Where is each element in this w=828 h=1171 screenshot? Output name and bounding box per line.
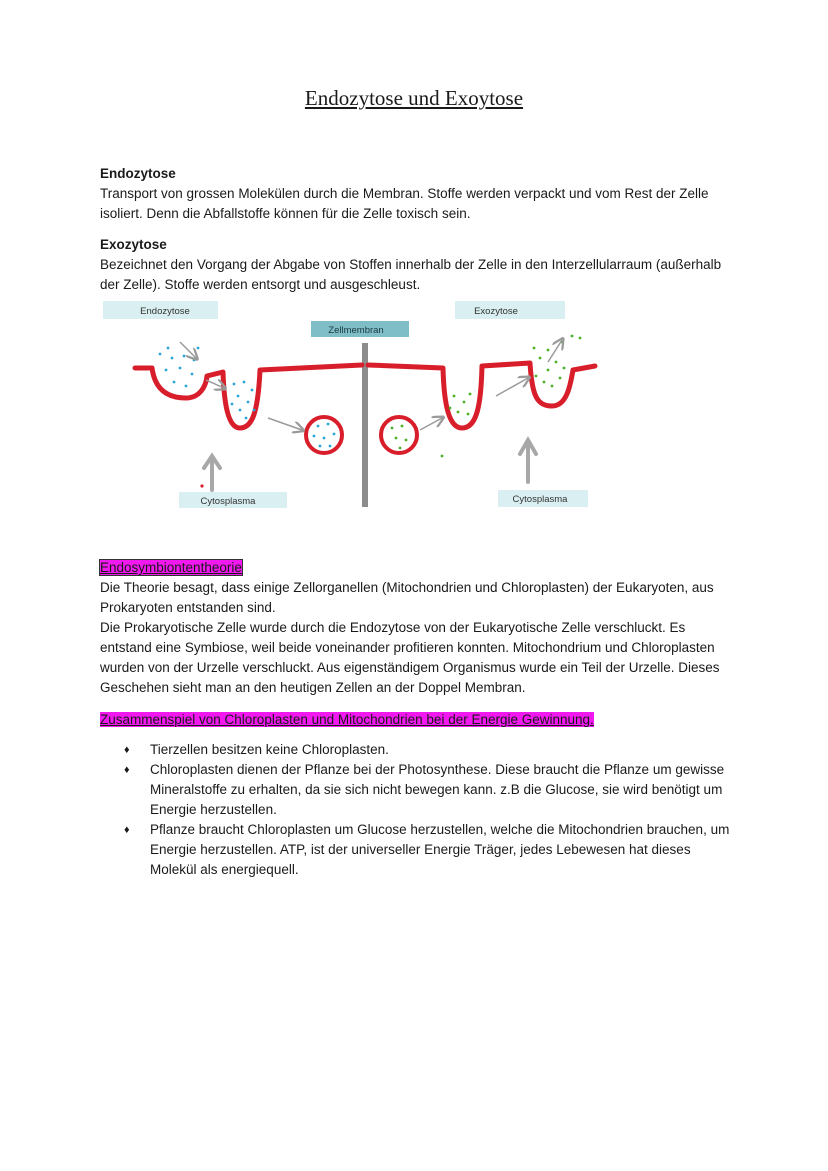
vesicle-endozytose <box>306 417 342 453</box>
list-item <box>100 740 730 760</box>
list-item-text: Pflanze braucht Chloroplasten um Glucose herzustellen, welche die Mitochondrien brauchen, um Energie herzustellen. ATP, ist der universeller Energie Träger, jedes Lebewesen hat dieses Molekül als energiequell. <box>150 822 730 877</box>
svg-text:Cytosplasma: Cytosplasma <box>512 494 568 505</box>
svg-text:Endozytose: Endozytose <box>140 306 190 317</box>
list-item <box>100 820 730 880</box>
label-cytoplasma-left <box>179 492 287 508</box>
label-exozytose <box>455 301 565 319</box>
zusammenspiel-list <box>100 740 730 880</box>
endosymbiont-paragraph-1: Die Theorie besagt, dass einige Zellorganellen (Mitochondrien und Chloroplasten) der Eukaryoten, aus Prokaryoten entstanden sind. <box>100 580 714 615</box>
cytoplasma-arrows <box>204 440 536 490</box>
zusammenspiel-heading-wrap <box>100 710 730 730</box>
label-zellmembran <box>311 321 409 337</box>
endosymbiont-paragraph-2: Die Prokaryotische Zelle wurde durch die Endozytose von der Eukaryotische Zelle verschluckt. Es entstand eine Symbiose, weil beide voneinander profitieren konnten. Mitochondrium und Chloroplasten wurden von der Urzelle verschluckt. Aus eigenständigem Organismus wurde ein Teil der Urzelle. Dieses Geschehen sieht man an den heutigen Zellen an der Doppel Membran. <box>100 620 720 695</box>
list-item <box>100 760 730 820</box>
list-item-text: Tierzellen besitzen keine Chloroplasten. <box>150 742 389 757</box>
endosymbiont-heading: Endosymbiontentheorie <box>100 560 242 575</box>
section-endozytose <box>100 164 730 224</box>
diamond-bullet-icon: ♦ <box>124 764 130 776</box>
svg-text:Exozytose: Exozytose <box>474 306 518 317</box>
diamond-bullet-icon: ♦ <box>124 824 130 836</box>
svg-text:Cytosplasma: Cytosplasma <box>200 496 256 507</box>
section-heading: Endozytose <box>100 166 176 181</box>
particles-green <box>391 335 582 458</box>
page-title: Endozytose und Exoytose <box>304 86 524 110</box>
section-exozytose <box>100 235 730 295</box>
section-endosymbiont <box>100 558 730 698</box>
diamond-bullet-icon: ♦ <box>124 744 130 756</box>
section-heading: Exozytose <box>100 237 167 252</box>
zusammenspiel-heading: Zusammenspiel von Chloroplasten und Mitochondrien bei der Energie Gewinnung. <box>100 712 594 727</box>
list-item-text: Chloroplasten dienen der Pflanze bei der Photosynthese. Diese braucht die Pflanze um gewisse Mineralstoffe zu erhalten, da sie sich nicht bewegen kann. z.B die Glucose, sie wird benötigt um Energie herzustellen. <box>150 762 725 817</box>
process-arrows <box>180 340 562 430</box>
endo-exozytose-diagram <box>100 298 600 514</box>
section-text: Bezeichnet den Vorgang der Abgabe von Stoffen innerhalb der Zelle in den Interzellularraum (außerhalb der Zelle). Stoffe werden entsorgt und ausgeschleust. <box>100 257 722 292</box>
svg-text:Zellmembran: Zellmembran <box>328 325 384 336</box>
label-cytoplasma-right <box>498 490 588 507</box>
label-endozytose <box>103 301 218 319</box>
membrane-divider <box>362 343 368 507</box>
section-text: Transport von grossen Molekülen durch die Membran. Stoffe werden verpackt und vom Rest der Zelle isoliert. Denn die Abfallstoffe können für die Zelle toxisch sein. <box>100 186 709 221</box>
